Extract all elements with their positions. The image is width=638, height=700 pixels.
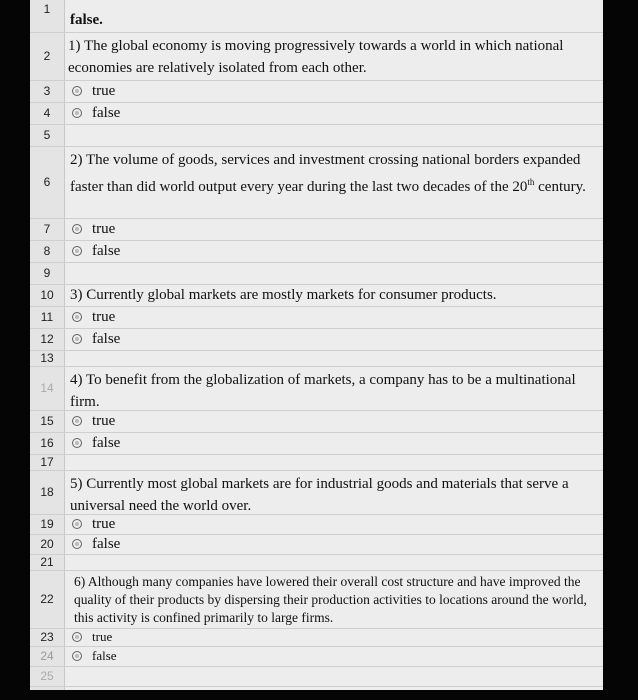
table-row[interactable] — [30, 666, 603, 687]
option-cell[interactable] — [70, 328, 603, 350]
row-number: 8 — [43, 244, 51, 258]
option-label: false — [92, 104, 121, 121]
radio-bullet-icon[interactable] — [72, 86, 82, 96]
table-row[interactable] — [30, 646, 603, 667]
row-number: 13 — [40, 351, 54, 365]
row-number: 14 — [40, 381, 54, 395]
row-number: 9 — [43, 266, 51, 280]
option-label: true — [92, 515, 116, 532]
radio-bullet-icon[interactable] — [72, 108, 82, 118]
option-cell[interactable] — [70, 646, 603, 666]
table-row[interactable] — [30, 628, 603, 647]
row-number: 15 — [40, 414, 54, 428]
row-number: 2 — [43, 49, 51, 63]
superscript: th — [527, 177, 535, 187]
option-label: false — [92, 648, 117, 663]
radio-bullet-icon[interactable] — [72, 632, 82, 642]
table-row[interactable] — [30, 350, 603, 367]
table-row[interactable] — [30, 570, 603, 629]
table-row[interactable] — [30, 240, 603, 263]
option-label: false — [92, 434, 121, 451]
spreadsheet-sheet — [30, 0, 603, 690]
row-number: 4 — [43, 106, 51, 120]
row-number: 7 — [43, 222, 51, 236]
option-cell[interactable] — [70, 628, 603, 646]
radio-bullet-icon[interactable] — [72, 438, 82, 448]
question-cell[interactable] — [70, 146, 603, 218]
question-cell[interactable]: 1) The global economy is moving progressively towards a world in which national economies are relatively isolated from each other. — [68, 38, 564, 76]
question-cell[interactable]: 6) Although many companies have lowered their overall cost structure and have improved the quality of their products by dispersing their production activities to locations around the world, this activity is confined primarily to large firms. — [74, 574, 587, 625]
radio-bullet-icon[interactable] — [72, 416, 82, 426]
table-row[interactable] — [30, 432, 603, 455]
table-row[interactable] — [30, 470, 603, 515]
option-cell[interactable] — [70, 410, 603, 432]
radio-bullet-icon[interactable] — [72, 224, 82, 234]
row-number: 22 — [40, 592, 54, 606]
table-row[interactable] — [30, 284, 603, 307]
option-label: false — [92, 535, 121, 552]
row-number: 25 — [40, 669, 54, 683]
option-cell[interactable] — [70, 218, 603, 240]
table-row[interactable] — [30, 218, 603, 241]
table-row[interactable] — [30, 102, 603, 125]
radio-bullet-icon[interactable] — [72, 519, 82, 529]
row-number: 17 — [40, 455, 54, 469]
table-row[interactable] — [30, 146, 603, 219]
option-label: true — [92, 220, 116, 237]
question-text-number: 20 — [512, 179, 528, 195]
row-number: 1 — [43, 2, 51, 16]
radio-bullet-icon[interactable] — [72, 246, 82, 256]
answer-text: false. — [70, 11, 103, 28]
option-cell[interactable] — [70, 240, 603, 262]
option-cell[interactable] — [70, 102, 603, 124]
table-row[interactable] — [30, 366, 603, 411]
option-label: true — [92, 82, 116, 99]
question-cell[interactable]: 5) Currently most global markets are for industrial goods and materials that serve a universal need the world over. — [70, 476, 569, 514]
row-number: 6 — [43, 175, 51, 189]
row-number: 20 — [40, 537, 54, 551]
question-text: 2) The volume of goods, services and investment crossing national borders expanded faster than did world output every year during the last two decades of the — [70, 152, 581, 195]
row-number: 3 — [43, 84, 51, 98]
option-cell[interactable] — [70, 306, 603, 328]
question-cell[interactable]: 3) Currently global markets are mostly markets for consumer products. — [70, 286, 497, 303]
row-number: 5 — [43, 128, 51, 142]
option-cell[interactable] — [70, 534, 603, 554]
radio-bullet-icon[interactable] — [72, 334, 82, 344]
table-row[interactable] — [30, 80, 603, 103]
option-cell[interactable] — [70, 514, 603, 534]
row-number: 12 — [40, 332, 54, 346]
table-row[interactable] — [30, 454, 603, 471]
table-row[interactable] — [30, 124, 603, 147]
option-label: true — [92, 629, 113, 644]
option-label: true — [92, 308, 116, 325]
table-row[interactable] — [30, 328, 603, 351]
table-row[interactable] — [30, 554, 603, 571]
option-label: true — [92, 412, 116, 429]
table-row[interactable] — [30, 0, 603, 33]
option-cell[interactable] — [70, 80, 603, 102]
radio-bullet-icon[interactable] — [72, 539, 82, 549]
radio-bullet-icon[interactable] — [72, 312, 82, 322]
row-number: 21 — [40, 555, 54, 569]
row-number: 10 — [40, 288, 54, 302]
question-text-end: century. — [534, 179, 586, 195]
row-number: 24 — [40, 649, 54, 663]
row-number: 23 — [40, 630, 54, 644]
row-number: 11 — [40, 310, 54, 324]
cell-text[interactable] — [70, 0, 603, 32]
table-row[interactable] — [30, 262, 603, 285]
radio-bullet-icon[interactable] — [72, 651, 82, 661]
row-number: 18 — [40, 485, 54, 499]
table-row[interactable] — [30, 534, 603, 555]
row-number: 16 — [40, 436, 54, 450]
option-cell[interactable] — [70, 432, 603, 454]
table-row[interactable] — [30, 410, 603, 433]
row-number: 19 — [40, 517, 54, 531]
table-row[interactable] — [30, 306, 603, 329]
table-row[interactable] — [30, 32, 603, 81]
option-label: false — [92, 330, 121, 347]
option-label: false — [92, 242, 121, 259]
question-cell[interactable]: 4) To benefit from the globalization of markets, a company has to be a multinational firm. — [70, 372, 576, 410]
table-row[interactable] — [30, 514, 603, 535]
